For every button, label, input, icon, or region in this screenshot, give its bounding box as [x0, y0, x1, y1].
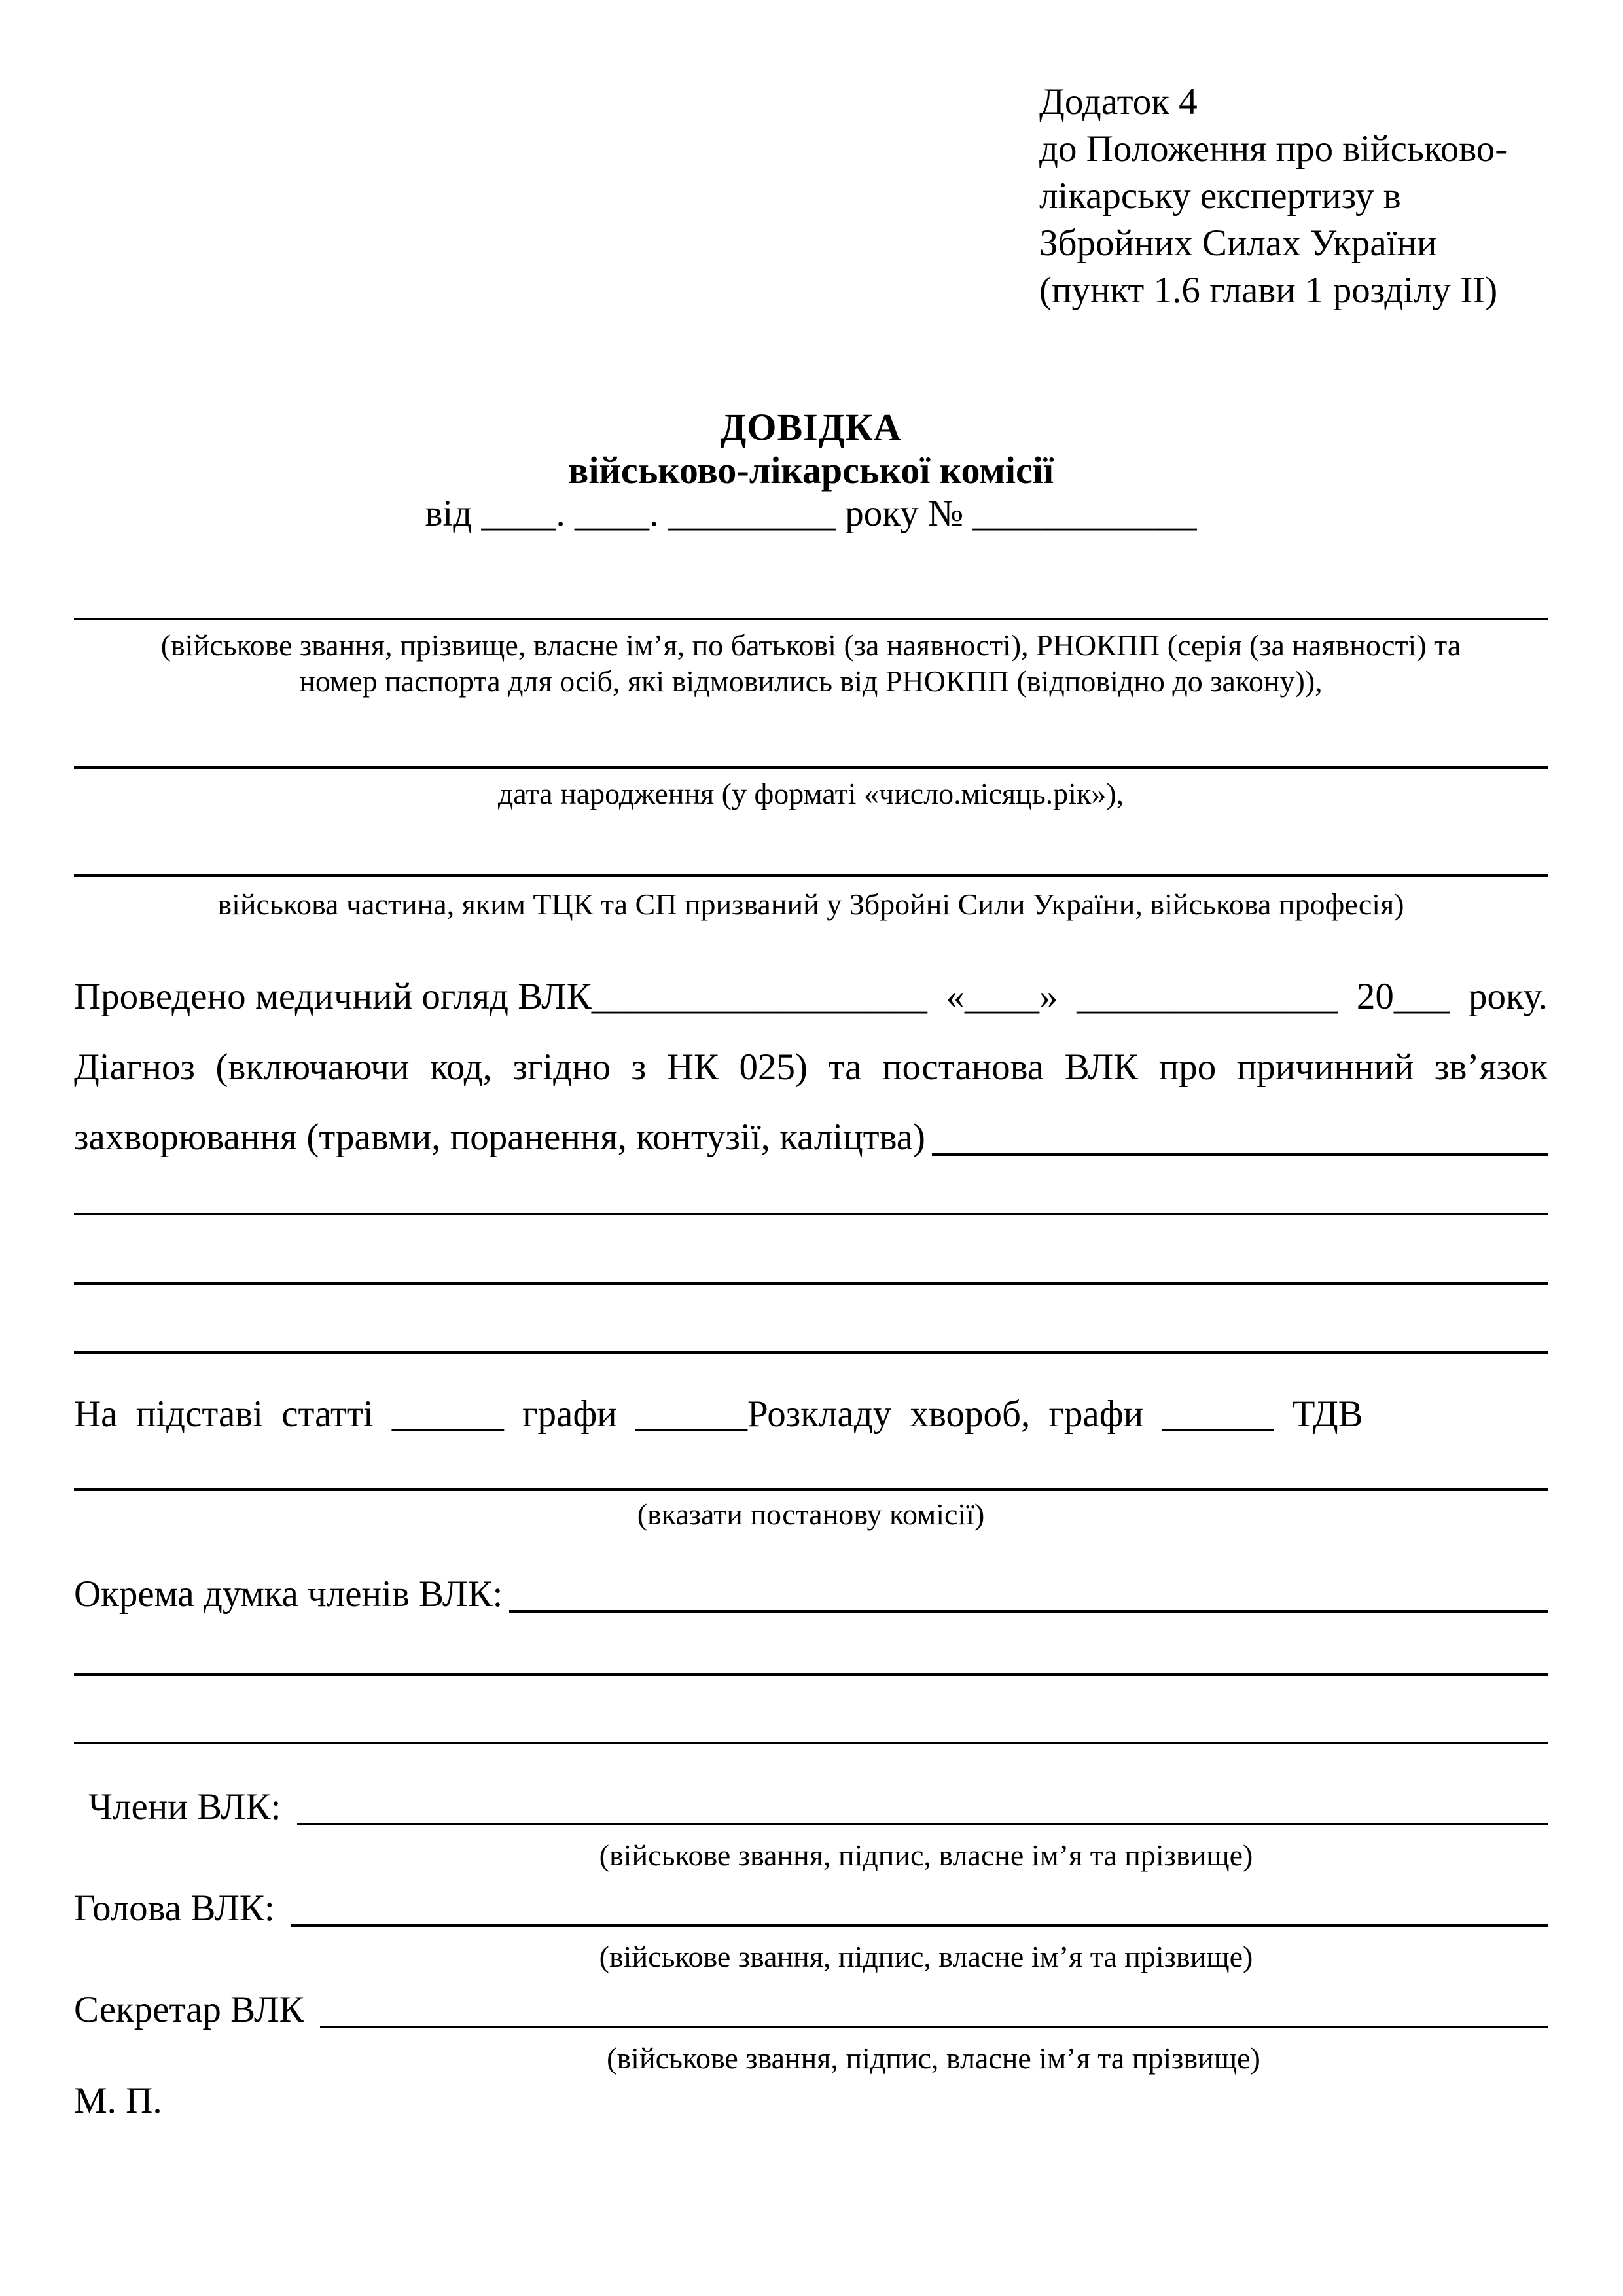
- person-caption-line-2: номер паспорта для осіб, які відмовились від РНОКПП (відповідно до закону)),: [299, 664, 1323, 698]
- exam-month-blank: ______________: [1077, 976, 1338, 1017]
- diagnosis-blank-line-2: [74, 1215, 1548, 1285]
- exam-prefix-with-blank: Проведено медичний огляд ВЛК__________________: [74, 976, 927, 1017]
- doc-title: ДОВІДКА: [720, 406, 902, 448]
- exam-line: [74, 973, 1548, 1020]
- doc-subtitle: військово-лікарської комісії: [568, 449, 1054, 492]
- dissent-blank-line-1: [74, 1618, 1548, 1676]
- unit-caption: військова частина, яким ТЦК та СП призваний у Збройні Сили України, військова професія): [217, 888, 1404, 921]
- decision-caption: (вказати постанову комісії): [637, 1498, 985, 1531]
- dissent-fill-line: [509, 1571, 1548, 1613]
- appendix-line-2: до Положення про військово-: [1039, 128, 1508, 170]
- birthdate-caption: дата народження (у форматі «число.місяць.рік»),: [497, 777, 1124, 810]
- unit-blank-line: [74, 812, 1548, 877]
- diagnosis-blank-line-3: [74, 1285, 1548, 1354]
- members-label: Члени ВЛК:: [88, 1786, 291, 1827]
- person-caption-line-1: (військове звання, прізвище, власне ім’я, по батькові (за наявності), РНОКПП (серія (за наявності) та: [160, 628, 1461, 662]
- dissent-label: Окрема думка членів ВЛК:: [74, 1573, 503, 1615]
- members-signature-row: [74, 1784, 1548, 1831]
- diagnosis-line-2: [74, 1114, 1548, 1161]
- head-fill-line: [291, 1885, 1548, 1927]
- members-fill-line: [297, 1784, 1548, 1825]
- birthdate-blank-line: [74, 699, 1548, 769]
- secretary-signature-caption: (військове звання, підпис, власне ім’я та прізвище): [607, 2041, 1260, 2075]
- diagnosis-blank-line-1: [74, 1161, 1548, 1215]
- stamp-place-label: М. П.: [74, 2080, 162, 2121]
- head-signature-caption: (військове звання, підпис, власне ім’я та прізвище): [599, 1940, 1253, 1973]
- head-signature-row: [74, 1885, 1548, 1932]
- decision-blank-line: [74, 1438, 1548, 1491]
- secretary-signature-row: [74, 1986, 1548, 2034]
- diagnosis-line-1: Діагноз (включаючи код, згідно з НК 025) та постанова ВЛК про причинний зв’язок: [74, 1047, 1548, 1088]
- person-caption: [74, 627, 1548, 699]
- appendix-line-4: Збройних Силах України: [1039, 223, 1437, 264]
- diagnosis-fill-line: [932, 1114, 1548, 1156]
- dissent-line: [74, 1571, 1548, 1618]
- date-number-line: від ____. ____. _________ року № ____________: [425, 493, 1197, 534]
- exam-year-blank: 20___: [1356, 976, 1450, 1017]
- secretary-fill-line: [320, 1986, 1548, 2028]
- exam-suffix: року.: [1469, 976, 1548, 1017]
- secretary-label: Секретар ВЛК: [74, 1989, 313, 2030]
- exam-day-blank: «____»: [946, 976, 1058, 1017]
- diagnosis-line-2-text: захворювання (травми, поранення, контузії, каліцтва): [74, 1117, 926, 1158]
- head-label: Голова ВЛК:: [74, 1888, 284, 1929]
- dissent-blank-line-2: [74, 1676, 1548, 1744]
- basis-line: На підставі статті ______ графи ______Розкладу хвороб, графи ______ ТДВ: [74, 1393, 1363, 1435]
- appendix-line-5: (пункт 1.6 глави 1 розділу II): [1039, 270, 1498, 311]
- person-blank-line: [74, 535, 1548, 620]
- appendix-line-1: Додаток 4: [1039, 81, 1198, 122]
- appendix-note: [1039, 79, 1548, 314]
- appendix-line-3: лікарську експертизу в: [1039, 175, 1401, 217]
- members-signature-caption: (військове звання, підпис, власне ім’я та прізвище): [599, 1839, 1253, 1872]
